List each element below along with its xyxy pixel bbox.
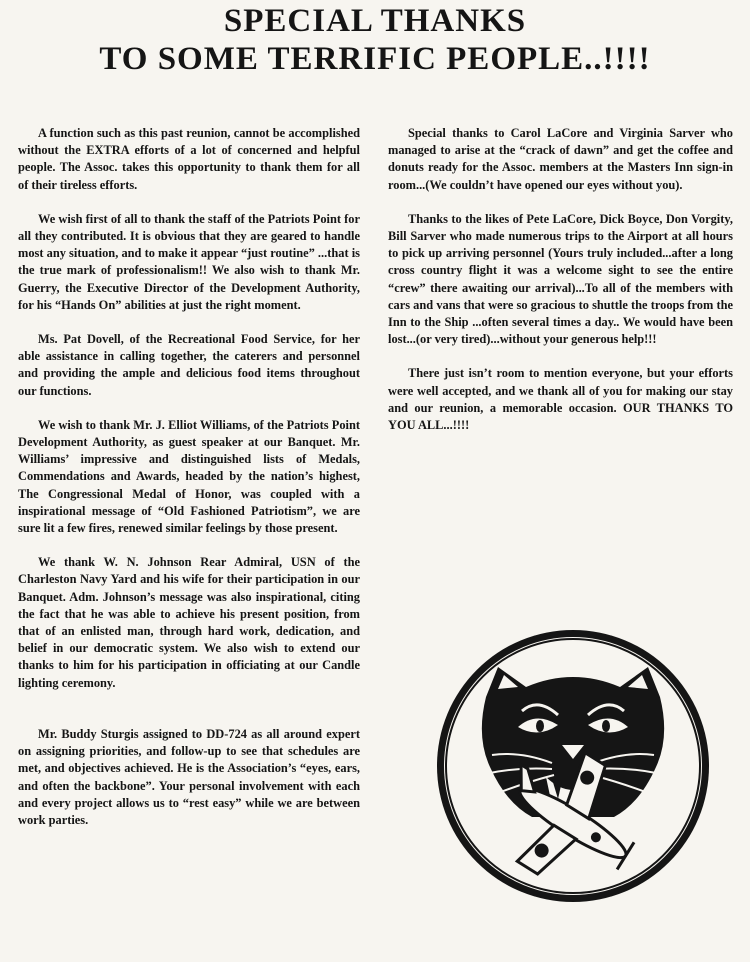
paragraph-coffee-donuts: Special thanks to Carol LaCore and Virginia Sarver who managed to arise at the “crack of dawn” and get the coffee and donuts ready for the Assoc. members at the Masters Inn sign-in room...(We couldn’t have opened our eyes without you). (388, 126, 733, 192)
panther-with-airplane-emblem-icon (434, 627, 712, 905)
title-line-1: SPECIAL THANKS (223, 3, 527, 39)
paragraph-intro: A function such as this past reunion, cannot be accomplished without the EXTRA efforts of a lot of concerned and helpful people. The Assoc. takes this opportunity to thank them for all of their tireless efforts. (18, 126, 360, 192)
right-column (388, 125, 733, 434)
paragraph-admiral-johnson: We thank W. N. Johnson Rear Admiral, USN of the Charleston Navy Yard and his wife for their participation in our Banquet. Adm. Johnson’s message was also inspirational, citing the fact that he was able to achieve his present position, from that of an enlisted man, through hard work, dedication, and belief in our democratic system. We also wish to extend our thanks to him for his participation in officiating at our Candle lighting ceremony. (18, 555, 360, 690)
paragraph-buddy-sturgis: Mr. Buddy Sturgis assigned to DD-724 as all around expert on assigning priorities, and follow-up to see that schedules are met, and objectives achieved. He is the Association’s “eyes, ears, and often the backbone”. Your personal involvement with each and every project allows us to “rest easy” while we are between work parties. (18, 726, 360, 827)
page-title (0, 2, 750, 78)
paragraph-airport-drivers: Thanks to the likes of Pete LaCore, Dick Boyce, Don Vorgity, Bill Sarver who made numerous trips to the Airport at all hours to pick up arriving personnel (Yours truly included...after a long cross country flight it was a welcome sight to see the entire “crew” there awaiting our arrival)...To all of the members with cars and vans that were so gracious to shuttle the troops from the Inn to the Ship ...often several times a day.. We would have been lost...(or very tired)...without your generous help!!! (388, 211, 733, 347)
paragraph-pat-dovell: Ms. Pat Dovell, of the Recreational Food Service, for her able assistance in calling together, the caterers and personnel and providing the ample and delicious food items throughout our functions. (18, 332, 360, 398)
paragraph-elliot-williams: We wish to thank Mr. J. Elliot Williams, of the Patriots Point Development Authority, as guest speaker at our Banquet. Mr. Williams’ impressive and distinguished lists of Medals, Commendations and Awards, headed by the nation’s highest, The Congressional Medal of Honor, was coupled with a inspirational message of “Old Fashioned Patriotism”, we are sure lit a few fires, renewed similar feelings by those present. (18, 417, 360, 536)
paragraph-closing: There just isn’t room to mention everyone, but your efforts were well accepted, and we thank all of you for making our stay and our reunion, a memorable occasion. OUR THANKS TO YOU ALL...!!!! (388, 366, 733, 433)
left-column (18, 125, 360, 829)
paragraph-patriots-point: We wish first of all to thank the staff of the Patriots Point for all they contributed. It is obvious that they are geared to handle most any situation, and to make it appear “just routine” ...that is the true mark of professionalism!! We also wish to thank Mr. Guerry, the Executive Director of the Development Authority, for his “Hands On” abilities at just the right moment. (18, 211, 360, 312)
title-line-2: TO SOME TERRIFIC PEOPLE..!!!! (99, 41, 651, 77)
